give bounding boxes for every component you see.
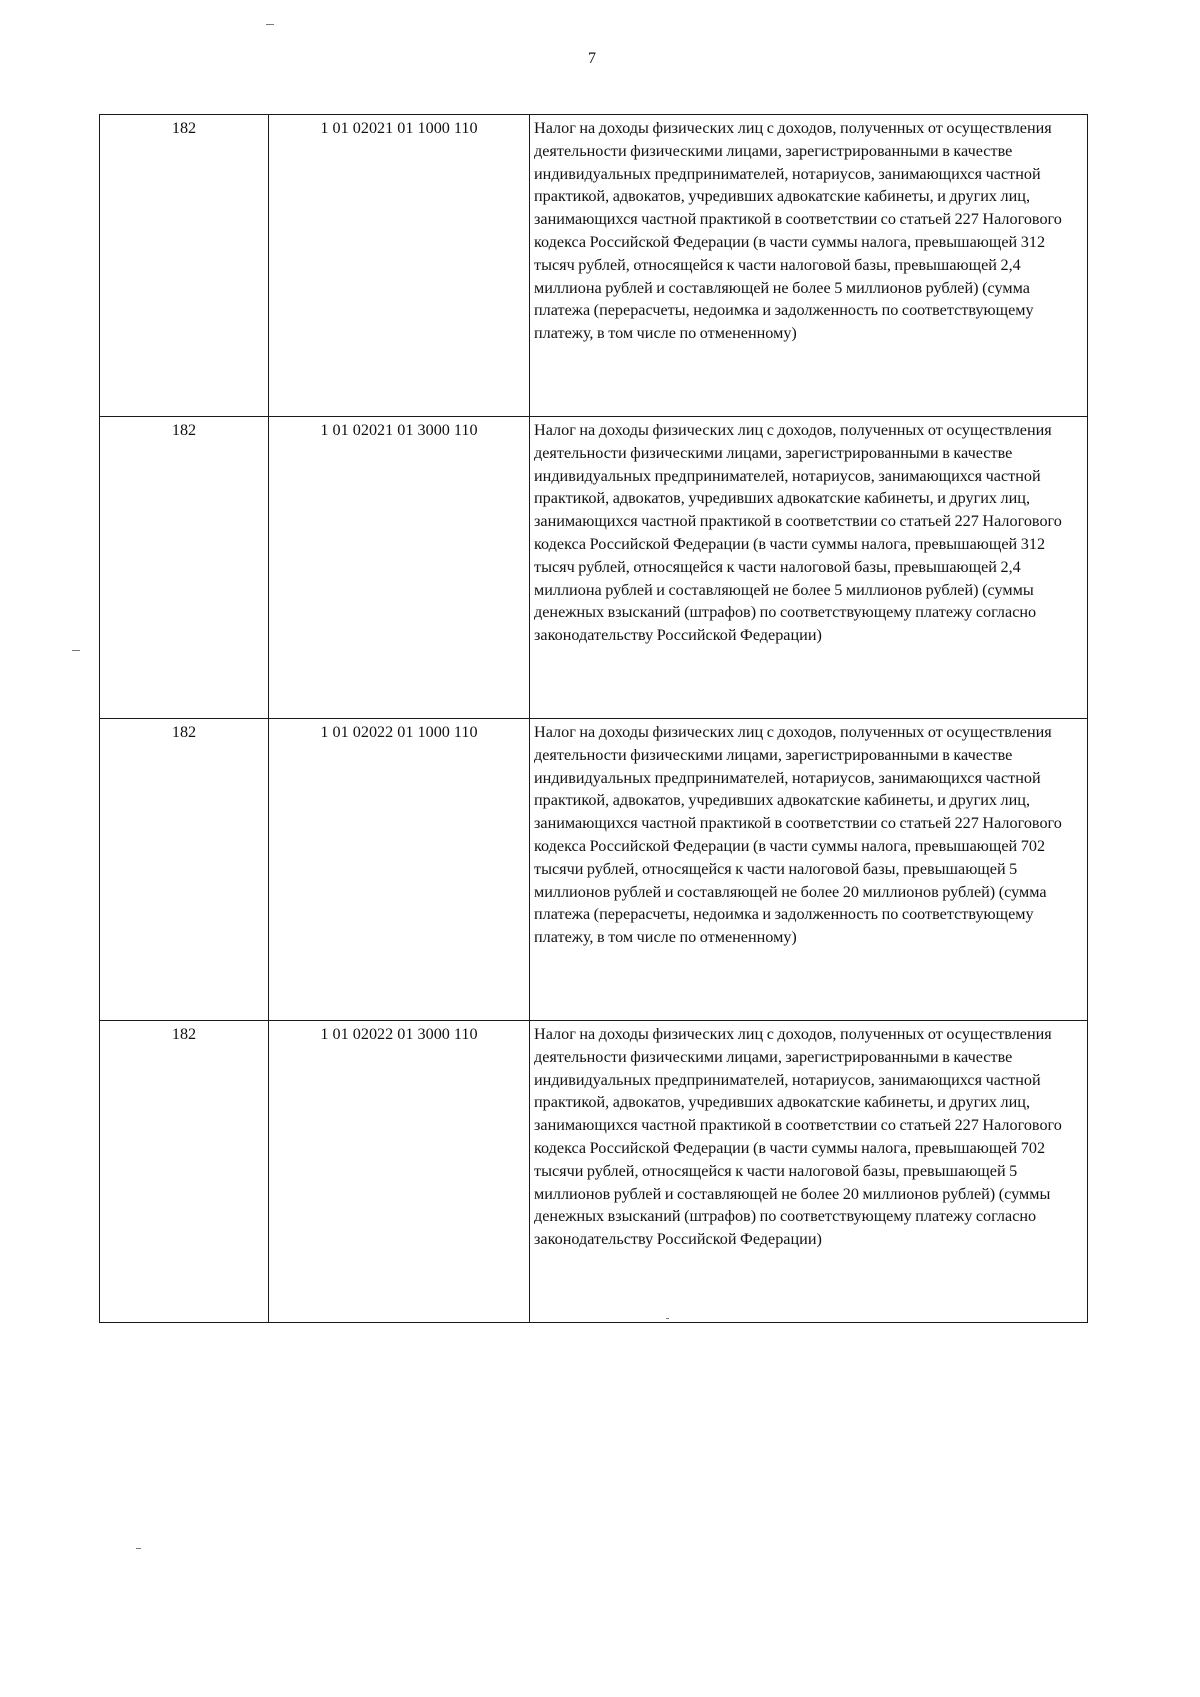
admin-code-cell: 182 [100, 719, 269, 1021]
page-number: 7 [588, 50, 596, 67]
description-cell: Налог на доходы физических лиц с доходов, полученных от осуществления деятельности физическими лицами, зарегистрированными в качестве индивидуальных предпринимателей, нотариусов, занимающихся частной практикой, адвокатов, учредивших адвокатские кабинеты, и других лиц, занимающихся частной практикой в соответствии со статьей 227 Налогового кодекса Российской Федерации (в части суммы налога, превышающей 702 тысячи рублей, относящейся к части налоговой базы, превышающей 5 миллионов рублей и составляющей не более 20 миллионов рублей) (сумма платежа (перерасчеты, недоимка и задолженность по соответствующему платежу, в том числе по отмененному) [530, 719, 1088, 1021]
admin-code-cell: 182 [100, 417, 269, 719]
scan-artifact [666, 1318, 669, 1319]
description-cell: Налог на доходы физических лиц с доходов, полученных от осуществления деятельности физическими лицами, зарегистрированными в качестве индивидуальных предпринимателей, нотариусов, занимающихся частной практикой, адвокатов, учредивших адвокатские кабинеты, и других лиц, занимающихся частной практикой в соответствии со статьей 227 Налогового кодекса Российской Федерации (в части суммы налога, превышающей 312 тысяч рублей, относящейся к части налоговой базы, превышающей 2,4 миллиона рублей и составляющей не более 5 миллионов рублей) (сумма платежа (перерасчеты, недоимка и задолженность по соответствующему платежу, в том числе по отмененному) [530, 115, 1088, 417]
scan-artifact [266, 24, 274, 25]
kbk-code-cell: 1 01 02022 01 1000 110 [269, 719, 530, 1021]
table-row [100, 719, 1088, 1021]
table-row [100, 1021, 1088, 1323]
table-row [100, 417, 1088, 719]
scan-artifact [136, 1548, 141, 1549]
kbk-code-cell: 1 01 02021 01 3000 110 [269, 417, 530, 719]
kbk-code-cell: 1 01 02022 01 3000 110 [269, 1021, 530, 1323]
description-cell: Налог на доходы физических лиц с доходов, полученных от осуществления деятельности физическими лицами, зарегистрированными в качестве индивидуальных предпринимателей, нотариусов, занимающихся частной практикой, адвокатов, учредивших адвокатские кабинеты, и других лиц, занимающихся частной практикой в соответствии со статьей 227 Налогового кодекса Российской Федерации (в части суммы налога, превышающей 702 тысячи рублей, относящейся к части налоговой базы, превышающей 5 миллионов рублей и составляющей не более 20 миллионов рублей) (суммы денежных взысканий (штрафов) по соответствующему платежу согласно законодательству Российской Федерации) [530, 1021, 1088, 1323]
description-cell: Налог на доходы физических лиц с доходов, полученных от осуществления деятельности физическими лицами, зарегистрированными в качестве индивидуальных предпринимателей, нотариусов, занимающихся частной практикой, адвокатов, учредивших адвокатские кабинеты, и других лиц, занимающихся частной практикой в соответствии со статьей 227 Налогового кодекса Российской Федерации (в части суммы налога, превышающей 312 тысяч рублей, относящейся к части налоговой базы, превышающей 2,4 миллиона рублей и составляющей не более 5 миллионов рублей) (суммы денежных взысканий (штрафов) по соответствующему платежу согласно законодательству Российской Федерации) [530, 417, 1088, 719]
table-row [100, 115, 1088, 417]
admin-code-cell: 182 [100, 1021, 269, 1323]
scan-artifact [72, 650, 80, 651]
budget-codes-table [99, 114, 1088, 1323]
kbk-code-cell: 1 01 02021 01 1000 110 [269, 115, 530, 417]
admin-code-cell: 182 [100, 115, 269, 417]
